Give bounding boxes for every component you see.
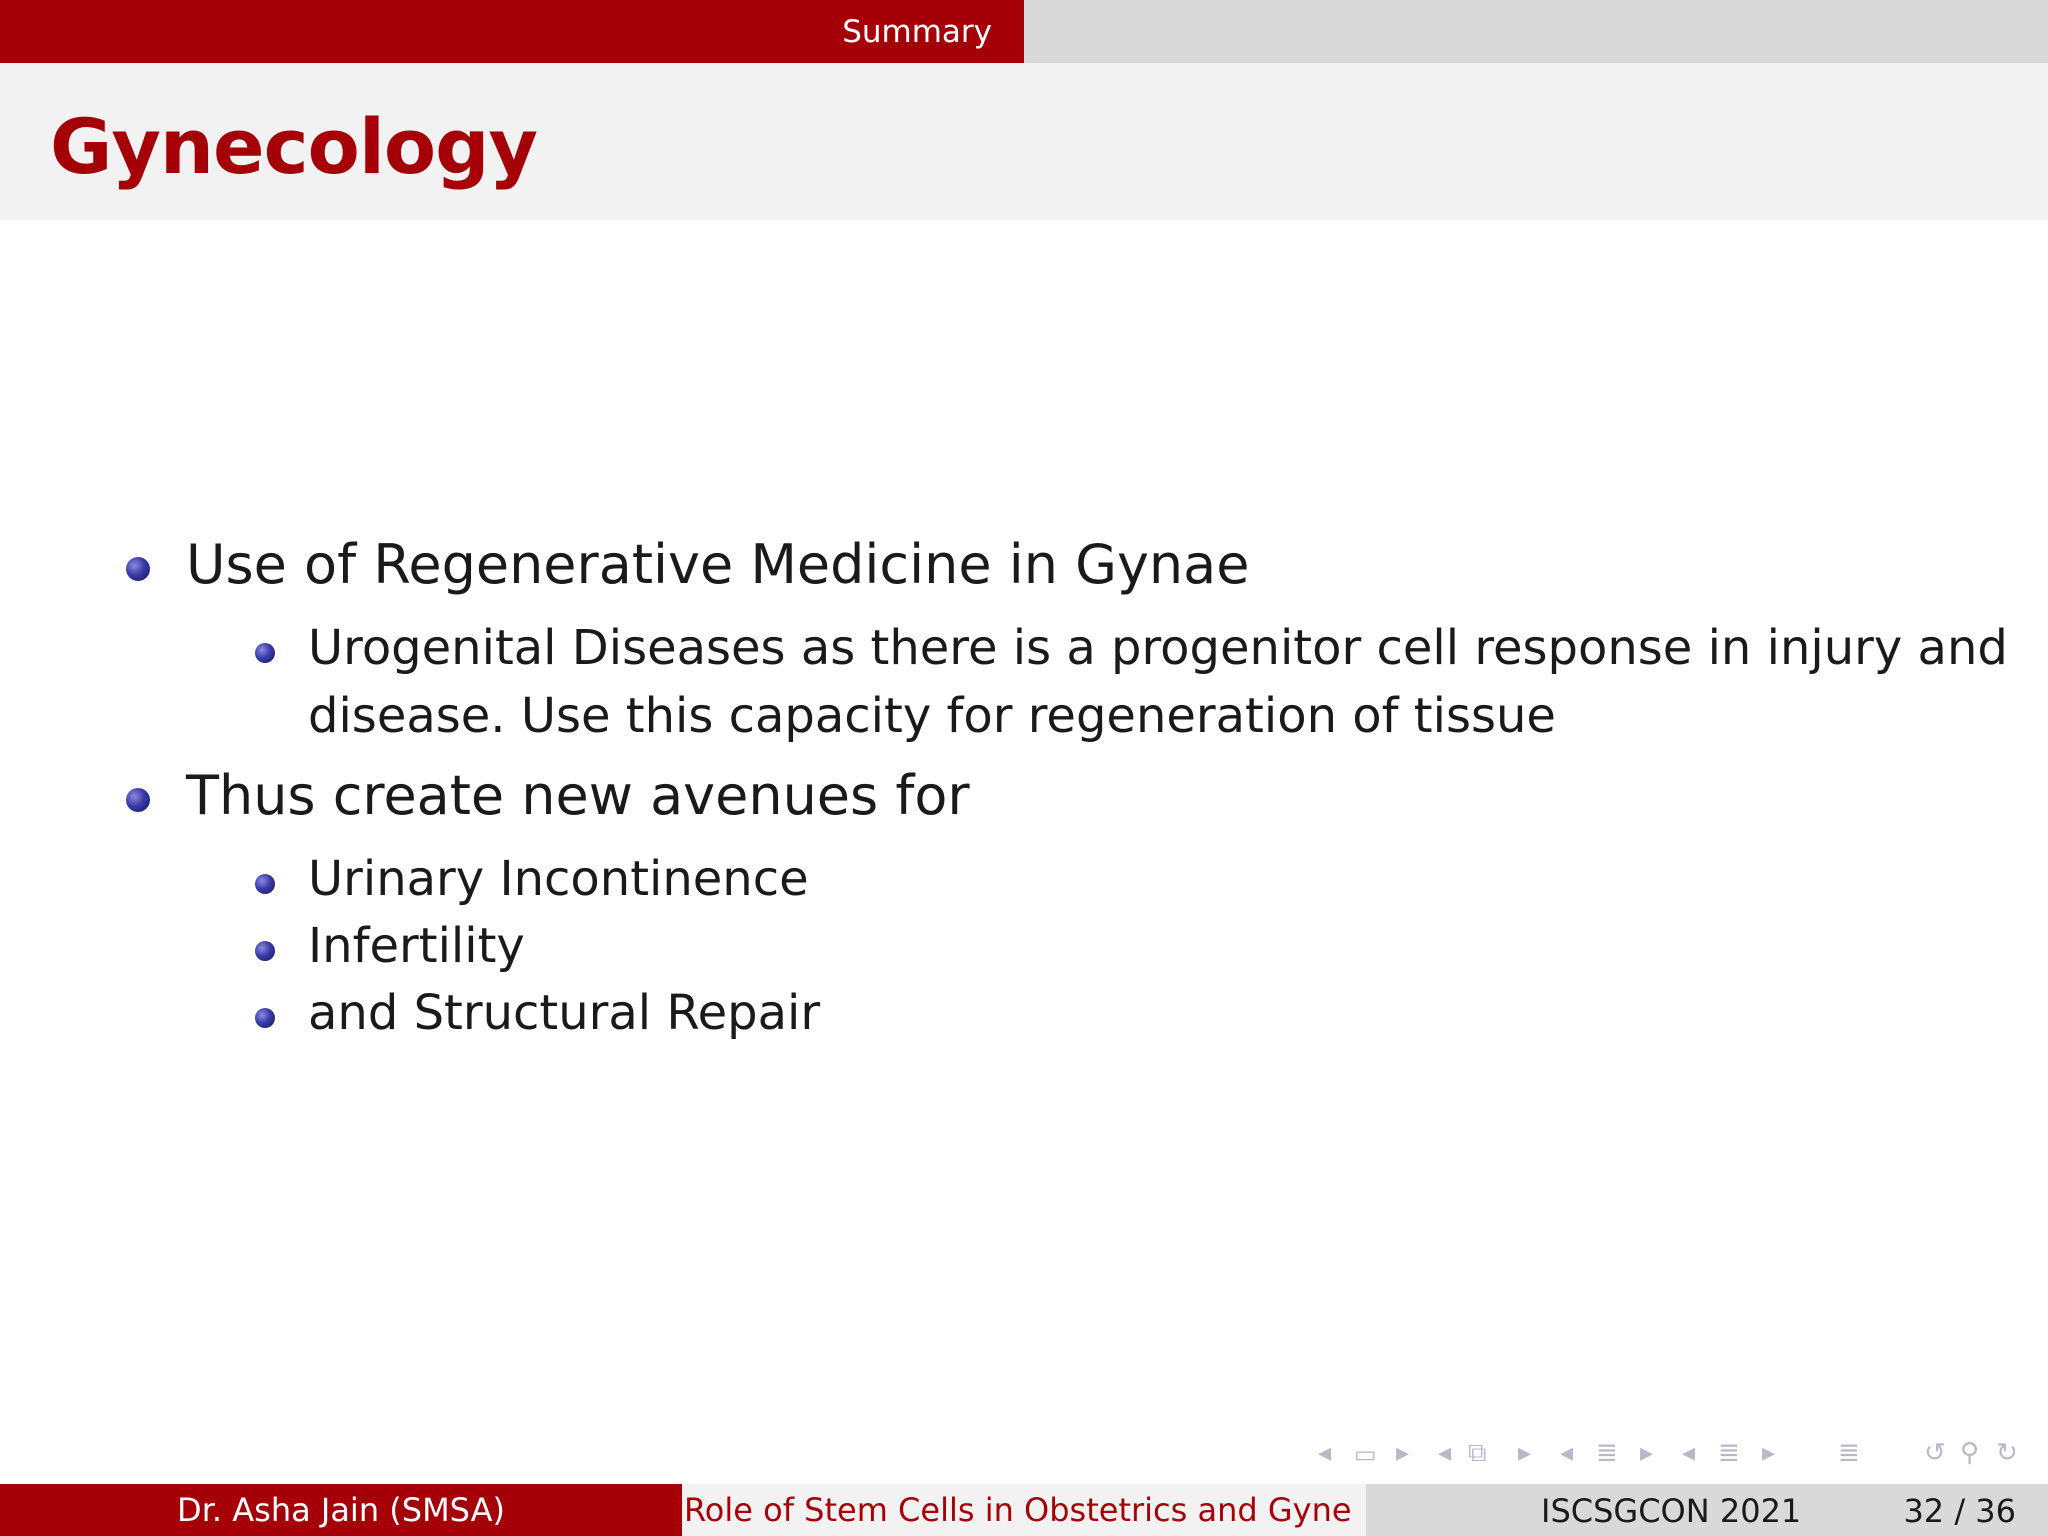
- bullet-icon: [255, 874, 275, 894]
- slide-next-icon[interactable]: ▸: [1762, 1438, 1776, 1468]
- undo-icon[interactable]: ↺: [1924, 1438, 1946, 1468]
- subsection-icon[interactable]: ⧉: [1468, 1438, 1487, 1468]
- list-item-continuation: disease. Use this capacity for regeneration of tissue: [308, 688, 1556, 744]
- bullet-icon: [255, 1008, 275, 1028]
- page-title: Gynecology: [50, 102, 538, 191]
- list-item: and Structural Repair: [308, 985, 821, 1041]
- footer-bar: [0, 1484, 2048, 1536]
- footer-author: Dr. Asha Jain (SMSA): [0, 1484, 682, 1536]
- bullet-icon: [255, 941, 275, 961]
- redo-icon[interactable]: ↻: [1996, 1438, 2018, 1468]
- footer-title: Role of Stem Cells in Obstetrics and Gyne: [682, 1484, 1366, 1536]
- section-prev-icon[interactable]: ◂: [1560, 1438, 1574, 1468]
- toc-icon[interactable]: ≣: [1838, 1438, 1860, 1468]
- header-bar: [0, 0, 2048, 63]
- page-number: 32 / 36: [1903, 1492, 2016, 1530]
- list-item: Urogenital Diseases as there is a progenitor cell response in injury and: [308, 620, 2008, 676]
- bullet-icon: [126, 557, 150, 581]
- slide-prev-icon[interactable]: ◂: [1682, 1438, 1696, 1468]
- section-next-icon[interactable]: ▸: [1640, 1438, 1654, 1468]
- subsection-next-icon[interactable]: ▸: [1518, 1438, 1532, 1468]
- list-item: Infertility: [308, 918, 525, 974]
- frame-prev-icon[interactable]: ◂: [1318, 1438, 1332, 1468]
- subsection-prev-icon[interactable]: ◂: [1438, 1438, 1452, 1468]
- frame-next-icon[interactable]: ▸: [1396, 1438, 1410, 1468]
- section-label[interactable]: Summary: [0, 0, 1024, 63]
- footer-conference: ISCSGCON 2021: [1541, 1492, 1802, 1530]
- frame-title-bar: [0, 63, 2048, 220]
- slide-icon[interactable]: ≣: [1718, 1438, 1740, 1468]
- search-icon[interactable]: ⚲: [1960, 1438, 1980, 1468]
- list-item: Thus create new avenues for: [186, 764, 970, 827]
- footer-info: [1366, 1484, 2048, 1536]
- bullet-icon: [255, 643, 275, 663]
- list-item: Use of Regenerative Medicine in Gynae: [186, 533, 1250, 596]
- list-item: Urinary Incontinence: [308, 851, 809, 907]
- bullet-icon: [126, 788, 150, 812]
- section-icon[interactable]: ≣: [1596, 1438, 1618, 1468]
- frame-icon[interactable]: ▭: [1354, 1440, 1377, 1468]
